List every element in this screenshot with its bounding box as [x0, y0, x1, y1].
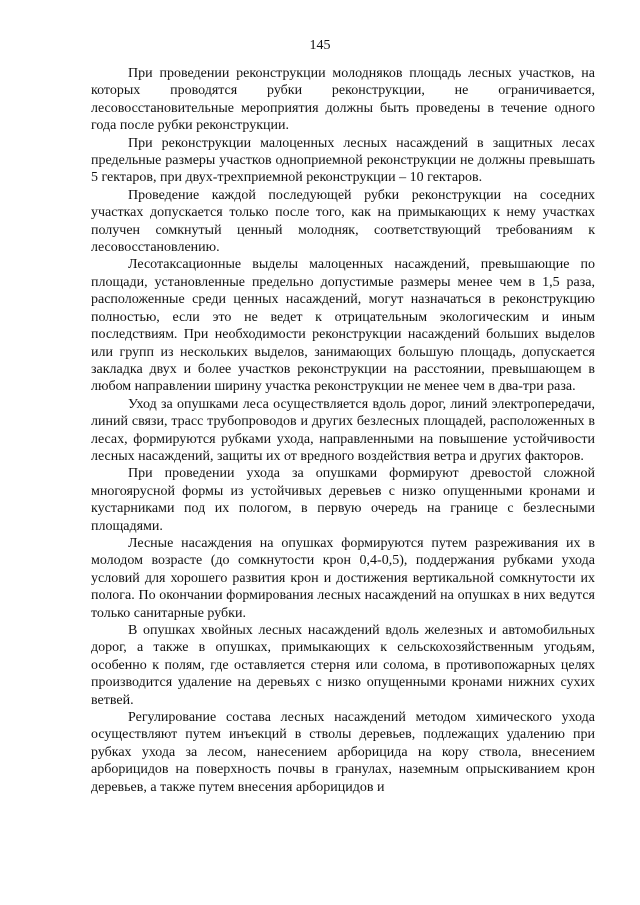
paragraph-3: Проведение каждой последующей рубки реконструкции на соседних участках допускается только после того, как на примыкающих к нему участках получен сомкнутый ценный молодняк, соответствующий требованиям к лесовосстановлению. — [91, 187, 595, 256]
paragraph-8: В опушках хвойных лесных насаждений вдоль железных и автомобильных дорог, а также в опушках, примыкающих к сельскохозяйственным угодьям, особенно к полям, где оставляется стерня или солома, в противопожарных целях производится удаление на деревьях с низко опущенными кронами нижних сухих ветвей. — [91, 623, 595, 708]
paragraph-7: Лесные насаждения на опушках формируются путем разреживания их в молодом возрасте (до сомкнутости крон 0,4-0,5), поддержания рубками ухода условий для хорошего развития крон и достижения вертикальной сомкнутости их полога. По окончании формирования лесных насаждений на опушках в них ведутся только санитарные рубки. — [91, 535, 595, 621]
page-number: 145 — [309, 38, 331, 53]
document-body — [91, 65, 595, 796]
paragraph-2: При реконструкции малоценных лесных насаждений в защитных лесах предельные размеры участков одноприемной реконструкции не должны превышать 5 гектаров, при двух-трехприемной реконструкции – 10 гектаров. — [91, 135, 595, 186]
paragraph-1: При проведении реконструкции молодняков площадь лесных участков, на которых проводятся рубки реконструкции, не ограничивается, лесовосстановительные мероприятия должны быть проведены в течение одного года после рубки реконструкции. — [91, 66, 595, 134]
paragraph-4: Лесотаксационные выделы малоценных насаждений, превышающие по площади, установленные предельно допустимые размеры менее чем в 1,5 раза, расположенные среди ценных насаждений, могут назначаться в реконструкцию полностью, если это не ведет к отрицательным экологическим и иным последствиям. При необходимости реконструкции насаждений больших выделов или групп из нескольких выделов, занимающих большую площадь, допускается закладка двух и более участков реконструкции на расстоянии, превышающем в любом направлении ширину участка реконструкции не менее чем в два-три раза. — [91, 257, 595, 395]
paragraph-9: Регулирование состава лесных насаждений методом химического ухода осуществляют путем инъекций в стволы деревьев, подлежащих удалению при рубках ухода за лесом, нанесением арборицида на кору ствола, внесением арборицидов на поверхность почвы в гранулах, наземным опрыскиванием крон деревьев, а также путем внесения арборицидов и — [91, 710, 595, 795]
paragraph-6: При проведении ухода за опушками формируют древостой сложной многоярусной формы из устойчивых деревьев с низко опущенными кронами и кустарниками под их пологом, в первую очередь на границе с безлесными площадями. — [91, 466, 595, 534]
paragraph-5: Уход за опушками леса осуществляется вдоль дорог, линий электропередачи, линий связи, трасс трубопроводов и других безлесных площадей, расположенных в лесах, формируются рубками ухода, направленными на повышение устойчивости лесных насаждений, защиты их от вредного воздействия ветра и других факторов. — [91, 396, 595, 464]
